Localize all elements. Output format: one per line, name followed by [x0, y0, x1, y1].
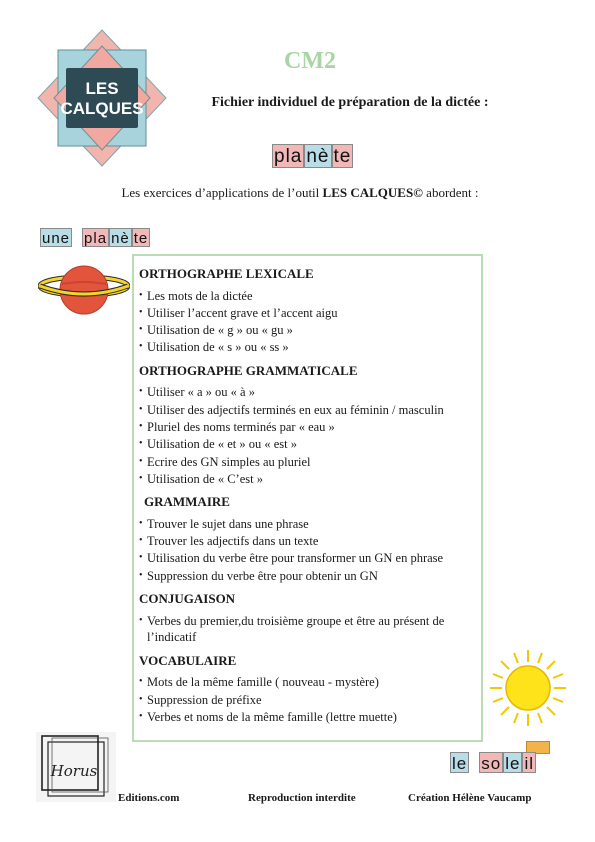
right-word-tiles: [450, 752, 536, 773]
list-item: • Ecrire des GN simples au pluriel: [139, 454, 475, 471]
syllable-tile: pla: [84, 230, 108, 247]
syllable-tile: so: [481, 754, 502, 773]
footer-rights: Reproduction interdite: [248, 792, 356, 804]
syllable-tile: le: [452, 754, 468, 773]
section-items: [139, 674, 475, 725]
list-item: • Utilisation du verbe être pour transformer un GN en phrase: [139, 550, 475, 567]
syllable-tile: nè: [306, 146, 330, 167]
list-item: • Pluriel des noms terminés par « eau »: [139, 419, 475, 436]
list-item: • Utilisation de « g » ou « gu »: [139, 322, 475, 339]
document-subtitle: Fichier individuel de préparation de la dictée :: [211, 95, 489, 110]
list-item: • Suppression de préfixe: [139, 692, 475, 709]
section-title: CONJUGAISON: [139, 591, 236, 607]
list-item: • Trouver le sujet dans une phrase: [139, 516, 475, 533]
horus-logo: [36, 732, 116, 802]
list-item: • Verbes du premier,du troisième groupe et être au présent de l’indicatif: [139, 613, 475, 646]
syllable-tile: te: [333, 146, 352, 167]
les-calques-logo: [36, 28, 168, 168]
syllable-tile: une: [42, 230, 71, 247]
section-title: ORTHOGRAPHE LEXICALE: [139, 266, 314, 281]
tile-gap: [72, 228, 82, 247]
intro-suffix: abordent :: [422, 185, 479, 200]
list-item: • Utilisation de « s » ou « ss »: [139, 339, 475, 356]
section: [139, 591, 475, 646]
list-item: • Trouver les adjectifs dans un texte: [139, 533, 475, 550]
logo-text-les: LES: [85, 79, 119, 98]
list-item: • Suppression du verbe être pour obtenir un GN: [139, 568, 475, 585]
list-item: • Utilisation de « et » ou « est »: [139, 436, 475, 453]
syllable-tile: le: [505, 754, 521, 773]
list-item: • Utiliser l’accent grave et l’accent aigu: [139, 305, 475, 322]
logo-text-calques: CALQUES: [60, 99, 144, 118]
main-word-tiles: [272, 144, 353, 168]
syllable-tile: il: [524, 754, 534, 773]
intro-prefix: Les exercices d’applications de l’outil: [121, 185, 323, 200]
section: [139, 266, 475, 356]
list-item: • Verbes et noms de la même famille (lettre muette): [139, 709, 475, 726]
footer-publisher: Editions.com: [118, 792, 180, 804]
tile-gap: [469, 752, 479, 773]
left-word-tiles: [40, 228, 150, 247]
syllable-tile: te: [133, 230, 149, 247]
section-title: GRAMMAIRE: [144, 494, 230, 510]
section-items: [139, 384, 475, 487]
footer-credit: Création Hélène Vaucamp: [408, 792, 532, 804]
planet-icon: [38, 262, 130, 322]
list-item: • Utiliser des adjectifs terminés en eux au féminin / masculin: [139, 402, 475, 419]
section-items: [139, 613, 475, 646]
level-title: CM2: [284, 48, 336, 74]
section-items: [139, 516, 475, 584]
syllable-tile: pla: [274, 146, 303, 167]
list-item: • Utiliser « a » ou « à »: [139, 384, 475, 401]
section-title: VOCABULAIRE: [139, 652, 237, 668]
list-item: • Les mots de la dictée: [139, 288, 475, 305]
section: [139, 363, 475, 487]
list-item: • Utilisation de « C’est »: [139, 471, 475, 488]
section: [139, 653, 475, 726]
section: [139, 494, 475, 584]
intro-text: [60, 185, 540, 201]
syllable-tile: nè: [111, 230, 130, 247]
horus-logo-text: Horus: [50, 762, 98, 780]
list-item: • Mots de la même famille ( nouveau - mystère): [139, 674, 475, 691]
intro-brand: LES CALQUES©: [322, 185, 423, 200]
section-items: [139, 288, 475, 356]
section-title: ORTHOGRAPHE GRAMMATICALE: [139, 362, 358, 378]
sun-icon: [488, 648, 568, 728]
skills-list-box: [132, 254, 483, 742]
